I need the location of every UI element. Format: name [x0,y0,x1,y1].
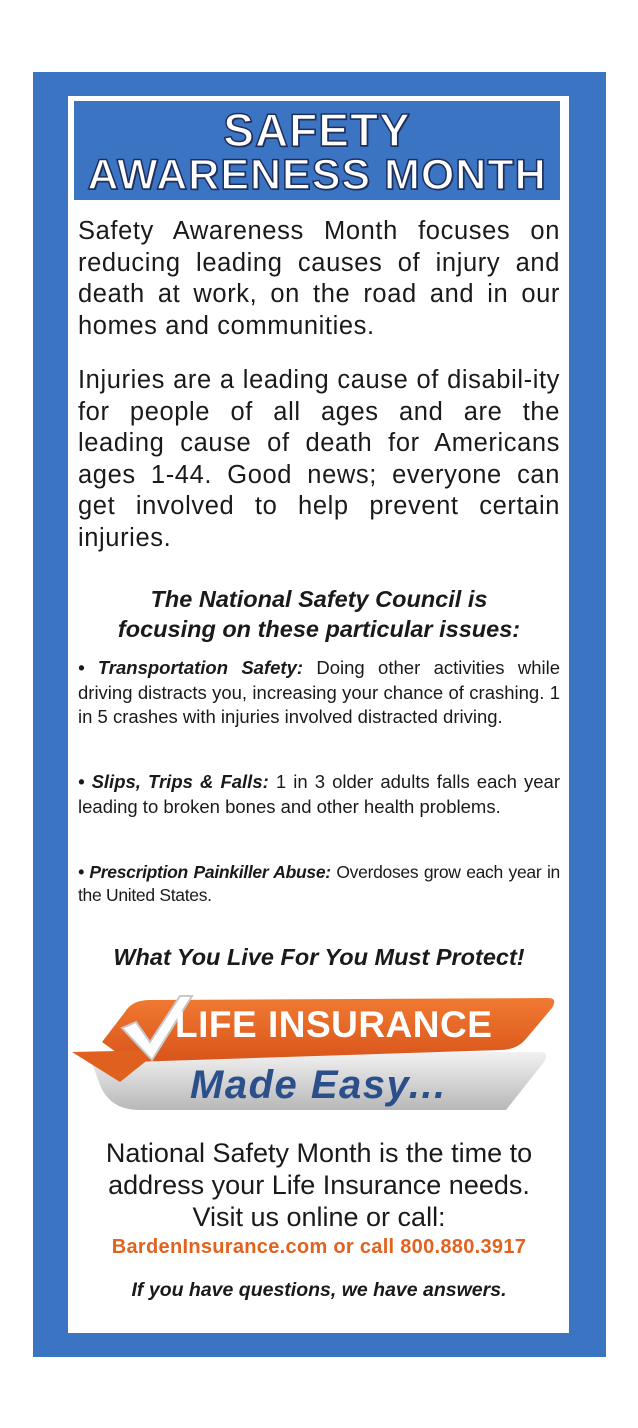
issue-transportation [78,656,560,730]
nsc-heading-line-2: focusing on these particular issues: [117,616,521,642]
logo-title: LIFE INSURANCE [175,1004,493,1045]
issue-slips [78,770,560,819]
nsc-heading [74,584,564,644]
cta-line-1: National Safety Month is the time to [105,1138,533,1168]
issue-title: • Slips, Trips & Falls: [78,771,269,792]
injuries-paragraph: Injuries are a leading cause of disabil-ity for people of all ages and are the leading cause of death for Americans ages 1-44. Good news; everyone can get involved to help prevent certain injuries. [78,366,560,552]
issue-text: 1 in 3 older adults falls each year leading to broken bones and other health problems. [78,771,560,817]
issue-title: • Prescription Painkiller Abuse: [78,862,331,882]
nsc-heading-line-1: The National Safety Council is [150,586,488,612]
issue-title: • Transportation Safety: [78,657,304,678]
tagline: What You Live For You Must Protect! [113,944,525,970]
cta-line-3: Visit us online or call: [192,1202,446,1232]
logo-subtitle: Made Easy... [190,1063,447,1107]
issue-painkiller [78,861,560,907]
title-banner [74,101,560,200]
issue-text: Overdoses grow each year in the United States. [78,862,560,905]
title-line-2: AWARENESS MONTH [87,151,547,199]
issue-text: Doing other activities while driving distracts you, increasing your chance of crashing. 1 in 5 crashes with injuries involved distracted driving. [78,657,560,727]
title-line-1: SAFETY [223,104,411,156]
closing-line: If you have questions, we have answers. [131,1279,507,1301]
cta-line-2: address your Life Insurance needs. [108,1170,530,1200]
contact-link[interactable]: BardenInsurance.com or call 800.880.3917 [111,1236,527,1258]
intro-paragraph: Safety Awareness Month focuses on reducing leading causes of injury and death at work, on the road and in our homes and communities. [78,217,560,340]
